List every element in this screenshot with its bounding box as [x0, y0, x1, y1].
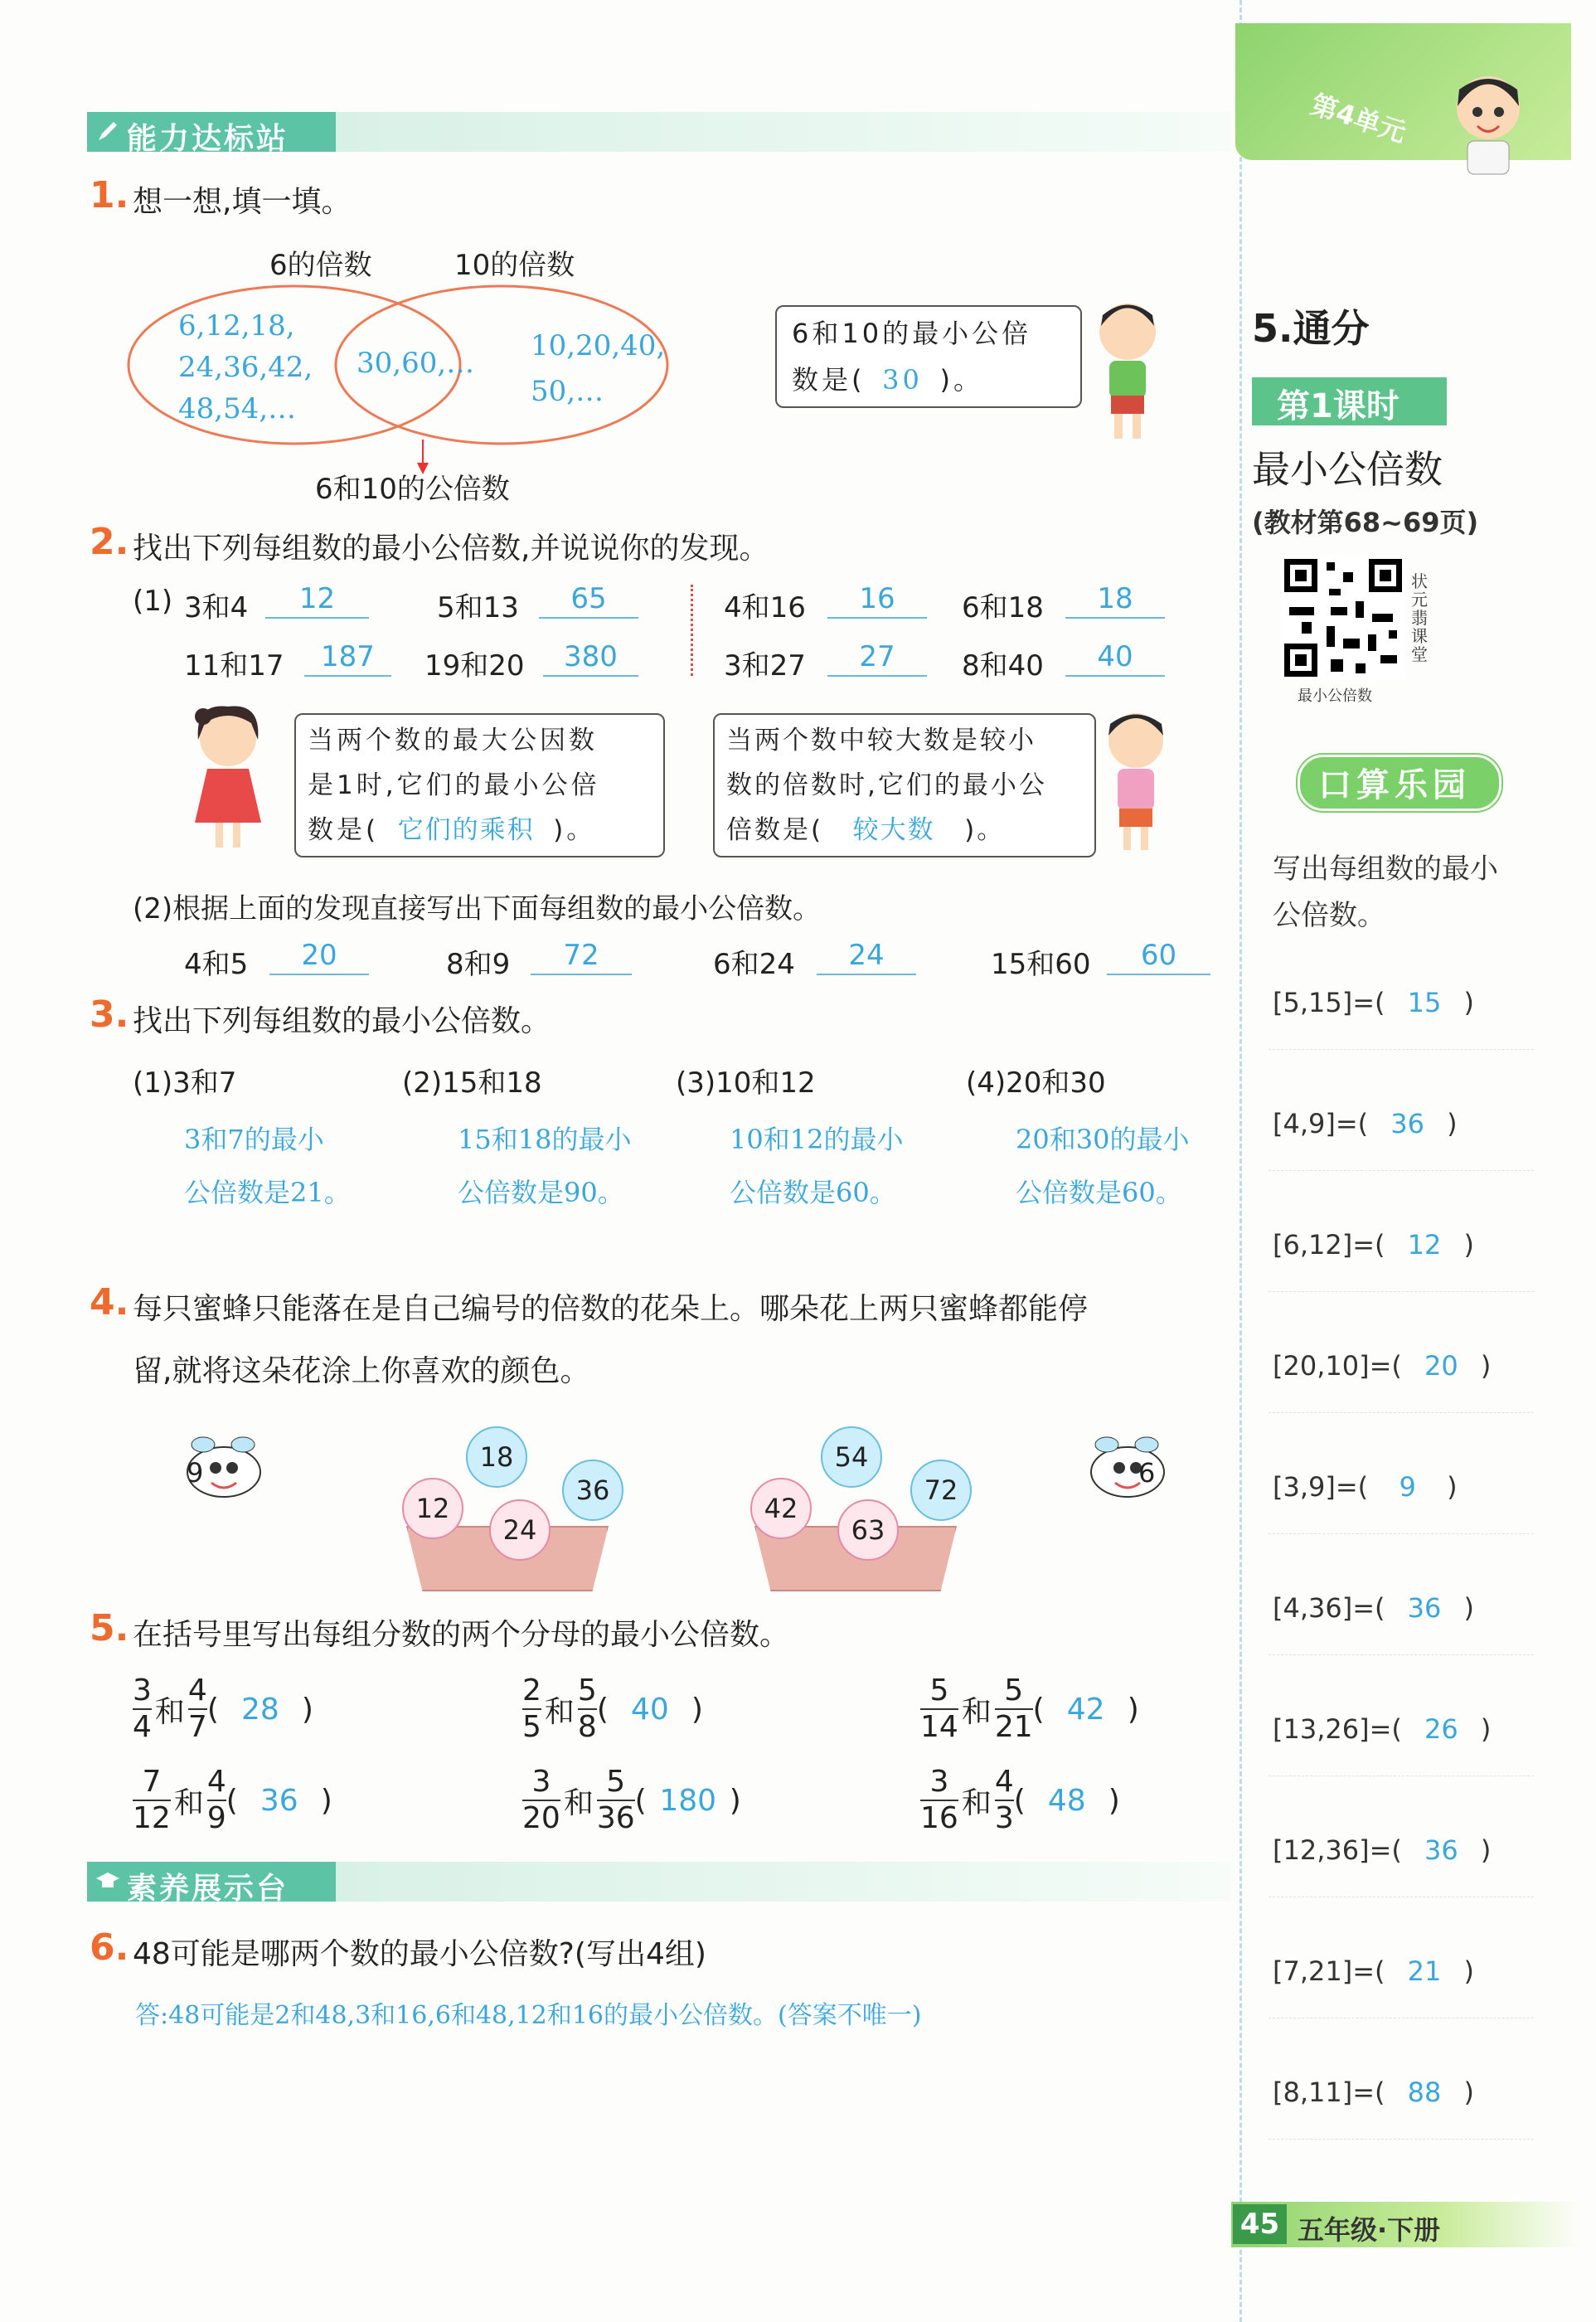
- numerator: 3: [929, 1765, 949, 1799]
- divider: [1269, 1533, 1534, 1534]
- oral-item: [1273, 1592, 1474, 1624]
- fraction: [920, 1765, 958, 1836]
- section-banner-ability: [87, 112, 1231, 156]
- fraction: [920, 1673, 958, 1745]
- fraction: [522, 1673, 541, 1745]
- question-number: 4.: [90, 1281, 129, 1324]
- denominator: 5: [522, 1710, 541, 1744]
- paren-open: (: [1013, 1783, 1026, 1818]
- sub-question: (3)10和12: [676, 1066, 816, 1100]
- part2-title: (2)根据上面的发现直接写出下面每组数的最小公倍数。: [133, 892, 822, 925]
- textbook-ref: (教材第68~69页): [1252, 507, 1479, 538]
- qr-caption: 最小公倍数: [1298, 687, 1372, 705]
- question-number: 2.: [90, 521, 129, 563]
- answer-blank[interactable]: 36: [260, 1783, 298, 1818]
- paren-close: ): [320, 1783, 332, 1818]
- divider: [1269, 1291, 1534, 1292]
- question-number: 1.: [90, 174, 129, 216]
- numerator: 4: [187, 1673, 207, 1707]
- paren-close: ): [1463, 1229, 1474, 1261]
- venn-label-left: 6的倍数: [269, 249, 372, 282]
- flower-24[interactable]: 24: [489, 1499, 551, 1561]
- pair-question: 11和17: [184, 649, 284, 683]
- answer-handwritten: 15和18的最小 公倍数是90。: [458, 1124, 632, 1208]
- boy-unit-illustration: [1443, 66, 1534, 191]
- pair-question: 19和20: [424, 649, 525, 683]
- fraction: [188, 1673, 207, 1745]
- pair-question: 6和24: [713, 948, 795, 981]
- pair-question: 8和9: [446, 948, 511, 981]
- answer-blank[interactable]: 42: [1066, 1692, 1105, 1727]
- sub-question: (4)20和30: [966, 1066, 1106, 1100]
- numerator: 5: [929, 1673, 949, 1707]
- paren-close: ): [1480, 1350, 1492, 1382]
- paren-open: (: [226, 1783, 238, 1818]
- banner-label: 能力达标站: [127, 122, 289, 156]
- paren-open: (: [596, 1692, 609, 1727]
- paren-close: ): [1463, 1955, 1474, 1987]
- fraction-pair-item: [920, 1673, 1139, 1745]
- and-label: 和: [173, 1785, 204, 1820]
- speech-bubble-right: 当两个数中较大数是较小 数的倍数时,它们的最小公 倍数是( 较大数 )。: [713, 713, 1096, 857]
- answer-blank[interactable]: 380: [543, 639, 638, 677]
- oral-answer[interactable]: 26: [1424, 1713, 1458, 1745]
- paren-close: ): [1447, 1108, 1458, 1139]
- topic-title: 最小公倍数: [1252, 447, 1443, 492]
- denominator: 3: [994, 1801, 1014, 1835]
- paren-close: ): [1480, 1834, 1492, 1866]
- oral-question: [20,10]=(: [1273, 1350, 1402, 1382]
- venn-left-values: 6,12,18, 24,36,42, 48,54,…: [178, 309, 313, 425]
- pair-question: 5和13: [437, 591, 519, 624]
- oral-answer[interactable]: 21: [1407, 1955, 1442, 1987]
- and-label: 和: [154, 1694, 185, 1729]
- oral-question: [6,12]=(: [1273, 1229, 1385, 1261]
- numerator: 3: [133, 1673, 152, 1707]
- question-title: 找出下列每组数的最小公倍数。: [133, 1004, 551, 1038]
- denominator: 8: [577, 1710, 597, 1744]
- answer-blank[interactable]: 180: [659, 1783, 717, 1818]
- fraction-pair-item: [522, 1673, 703, 1745]
- venn-right-values: 10,20,40, 50,…: [531, 329, 666, 408]
- and-label: 和: [961, 1785, 992, 1820]
- and-label: 和: [563, 1785, 594, 1820]
- fraction: [133, 1765, 171, 1836]
- oral-item: [1273, 2077, 1474, 2108]
- oral-title: 口算乐园: [1318, 766, 1471, 804]
- divider: [1269, 1049, 1534, 1050]
- venn-overlap-values: 30,60,…: [357, 347, 475, 380]
- bee-right-illustration: [1082, 1426, 1173, 1509]
- divider: [1269, 2139, 1534, 2140]
- section-title: 5.通分: [1252, 306, 1370, 351]
- oral-question: [12,36]=(: [1273, 1834, 1402, 1866]
- divider: [1269, 1412, 1534, 1413]
- question-line: 留,就将这朵花涂上你喜欢的颜色。: [133, 1354, 590, 1388]
- paren-close: ): [1480, 1713, 1492, 1745]
- paren-close: ): [691, 1692, 703, 1727]
- answer-blank[interactable]: 40: [1065, 639, 1165, 677]
- paren-close: ): [1463, 2077, 1474, 2108]
- numerator: 4: [206, 1765, 226, 1799]
- boy-illustration-2: [1090, 701, 1181, 858]
- question-title: 48可能是哪两个数的最小公倍数?(写出4组): [133, 1937, 706, 1971]
- flower-36[interactable]: 36: [562, 1460, 623, 1521]
- denominator: 4: [133, 1710, 152, 1744]
- answer-handwritten: 10和12的最小 公倍数是60。: [730, 1124, 904, 1208]
- answer-blank[interactable]: 60: [1107, 937, 1210, 975]
- sub-question: (1)3和7: [133, 1066, 237, 1100]
- question-title: 找出下列每组数的最小公倍数,并说说你的发现。: [133, 532, 769, 566]
- pencil-icon: [95, 119, 120, 143]
- oral-answer[interactable]: 9: [1399, 1471, 1416, 1503]
- answer-blank[interactable]: 12: [265, 580, 369, 619]
- paren-close: ): [729, 1783, 741, 1818]
- answer-blank[interactable]: 24: [817, 937, 916, 975]
- answer-blank[interactable]: 187: [304, 639, 391, 677]
- oral-answer[interactable]: 36: [1390, 1108, 1425, 1139]
- question-number: 5.: [90, 1607, 129, 1649]
- qr-code-icon[interactable]: [1281, 556, 1405, 680]
- paren-close: ): [1127, 1692, 1139, 1727]
- question-title: 在括号里写出每组分数的两个分母的最小公倍数。: [133, 1618, 790, 1652]
- speech-bubble-q1: 6和10的最小公倍 数是( 30 )。: [775, 305, 1082, 408]
- question-line: 每只蜜蜂只能落在是自己编号的倍数的花朵上。哪朵花上两只蜜蜂都能停: [133, 1292, 1089, 1326]
- oral-answer[interactable]: 15: [1407, 987, 1442, 1018]
- oral-question: [8,11]=(: [1273, 2077, 1385, 2108]
- fraction: [995, 1765, 1014, 1836]
- answer-blank[interactable]: 16: [827, 580, 927, 619]
- oral-answer[interactable]: 36: [1407, 1592, 1442, 1624]
- graduation-cap-icon: [95, 1868, 120, 1893]
- answer-blank[interactable]: 20: [269, 937, 369, 975]
- qr-side-label: 状元翡课堂: [1411, 571, 1428, 664]
- answer-blank[interactable]: 65: [539, 580, 638, 619]
- oral-answer[interactable]: 36: [1424, 1834, 1458, 1866]
- pair-question: 3和27: [724, 649, 806, 683]
- q6-answer: 答:48可能是2和48,3和16,6和48,12和16的最小公倍数。(答案不唯一): [135, 2001, 922, 2030]
- flower-42[interactable]: 42: [750, 1478, 812, 1539]
- numerator: 5: [1004, 1673, 1024, 1707]
- answer-blank[interactable]: 48: [1047, 1783, 1086, 1818]
- flower-12[interactable]: 12: [402, 1478, 463, 1539]
- fraction: [597, 1765, 635, 1836]
- paren-close: ): [1447, 1471, 1458, 1503]
- answer-blank[interactable]: 40: [630, 1692, 669, 1727]
- answer-blank[interactable]: 72: [531, 937, 632, 975]
- oral-question: [13,26]=(: [1273, 1713, 1402, 1745]
- oral-question: [3,9]=(: [1273, 1471, 1369, 1503]
- answer-handwritten: 3和7的最小 公倍数是21。: [184, 1124, 351, 1208]
- fraction-pair-item: [920, 1765, 1120, 1836]
- oral-item: [1273, 1108, 1458, 1139]
- fraction: [995, 1673, 1033, 1745]
- numerator: 3: [531, 1765, 551, 1799]
- pair-question: 4和5: [184, 948, 249, 981]
- numerator: 4: [994, 1765, 1014, 1799]
- fraction: [578, 1673, 597, 1745]
- oral-question: [7,21]=(: [1273, 1955, 1385, 1987]
- answer-blank[interactable]: 28: [240, 1692, 279, 1727]
- fraction-pair-item: [133, 1765, 332, 1836]
- pair-question: 3和4: [184, 591, 249, 624]
- fraction: [207, 1765, 226, 1836]
- oral-answer[interactable]: 12: [1407, 1229, 1442, 1261]
- question-number: 3.: [90, 993, 129, 1036]
- grade-label: 五年级·下册: [1298, 2214, 1441, 2246]
- denominator: 9: [206, 1801, 226, 1835]
- boy-illustration: [1078, 294, 1177, 444]
- answer-handwritten: 20和30的最小 公倍数是60。: [1016, 1124, 1190, 1208]
- girl-illustration: [178, 698, 278, 856]
- lesson-label: 第1课时: [1277, 387, 1400, 425]
- question-number: 6.: [90, 1926, 129, 1969]
- denominator: 16: [920, 1801, 958, 1835]
- divider: [1269, 1654, 1534, 1655]
- divider: [1269, 1170, 1534, 1171]
- oral-item: [1273, 987, 1474, 1018]
- oral-question: [5,15]=(: [1273, 987, 1385, 1018]
- oral-item: [1273, 1471, 1458, 1503]
- paren-open: (: [1032, 1692, 1045, 1727]
- oral-item: [1273, 1229, 1474, 1261]
- unit-label: 第4单元: [1307, 88, 1410, 149]
- oral-item: [1273, 1834, 1491, 1866]
- section-banner-literacy: [87, 1862, 1231, 1906]
- denominator: 14: [920, 1710, 958, 1744]
- flower-72[interactable]: 72: [910, 1460, 972, 1521]
- fraction: [522, 1765, 560, 1836]
- flower-63[interactable]: 63: [837, 1499, 899, 1561]
- paren-close: ): [1463, 1592, 1474, 1624]
- numerator: 7: [142, 1765, 162, 1799]
- page-number: 45: [1233, 2204, 1287, 2244]
- denominator: 20: [522, 1801, 560, 1835]
- paren-open: (: [206, 1692, 219, 1727]
- question-title: 想一想,填一填。: [133, 185, 352, 219]
- part-label: (1): [133, 585, 173, 618]
- answer-blank[interactable]: 18: [1065, 580, 1165, 619]
- oral-item: [1273, 1955, 1474, 1987]
- paren-close: ): [1108, 1783, 1120, 1818]
- denominator: 7: [187, 1710, 207, 1744]
- oral-question: [4,9]=(: [1273, 1108, 1369, 1139]
- fraction: [133, 1673, 152, 1745]
- flower-18[interactable]: 18: [466, 1426, 527, 1488]
- venn-label-bottom: 6和10的公倍数: [315, 473, 510, 506]
- paren-close: ): [1463, 987, 1474, 1018]
- paren-close: ): [301, 1692, 313, 1727]
- venn-label-right: 10的倍数: [454, 249, 575, 282]
- oral-question: [4,36]=(: [1273, 1592, 1385, 1624]
- sub-question: (2)15和18: [402, 1066, 542, 1100]
- denominator: 12: [133, 1801, 171, 1835]
- oral-item: [1273, 1713, 1491, 1745]
- fraction-pair-item: [522, 1765, 741, 1836]
- pair-question: 6和18: [962, 591, 1044, 624]
- divider: [691, 585, 693, 676]
- numerator: 5: [577, 1673, 597, 1707]
- oral-answer[interactable]: 20: [1424, 1350, 1458, 1382]
- oral-item: [1273, 1350, 1491, 1382]
- oral-answer[interactable]: 88: [1407, 2077, 1442, 2108]
- speech-bubble-left: 当两个数的最大公因数 是1时,它们的最小公倍 数是( 它们的乘积 )。: [294, 713, 665, 857]
- pair-question: 8和40: [962, 649, 1044, 683]
- numerator: 2: [522, 1673, 541, 1707]
- and-label: 和: [961, 1694, 992, 1729]
- denominator: 21: [994, 1710, 1033, 1744]
- numerator: 5: [606, 1765, 626, 1799]
- fraction-pair-item: [133, 1673, 313, 1745]
- flower-54[interactable]: 54: [821, 1426, 882, 1488]
- bee-number-right: 6: [1138, 1457, 1156, 1489]
- denominator: 36: [596, 1801, 635, 1835]
- paren-open: (: [634, 1783, 647, 1818]
- pair-question: 4和16: [724, 591, 806, 624]
- bee-number-left: 9: [187, 1457, 204, 1489]
- answer-blank[interactable]: 27: [827, 639, 927, 677]
- and-label: 和: [544, 1694, 575, 1729]
- pair-question: 15和60: [991, 948, 1091, 981]
- banner-label: 素养展示台: [127, 1872, 289, 1906]
- oral-instruction: 写出每组数的最小公倍数。: [1273, 853, 1498, 932]
